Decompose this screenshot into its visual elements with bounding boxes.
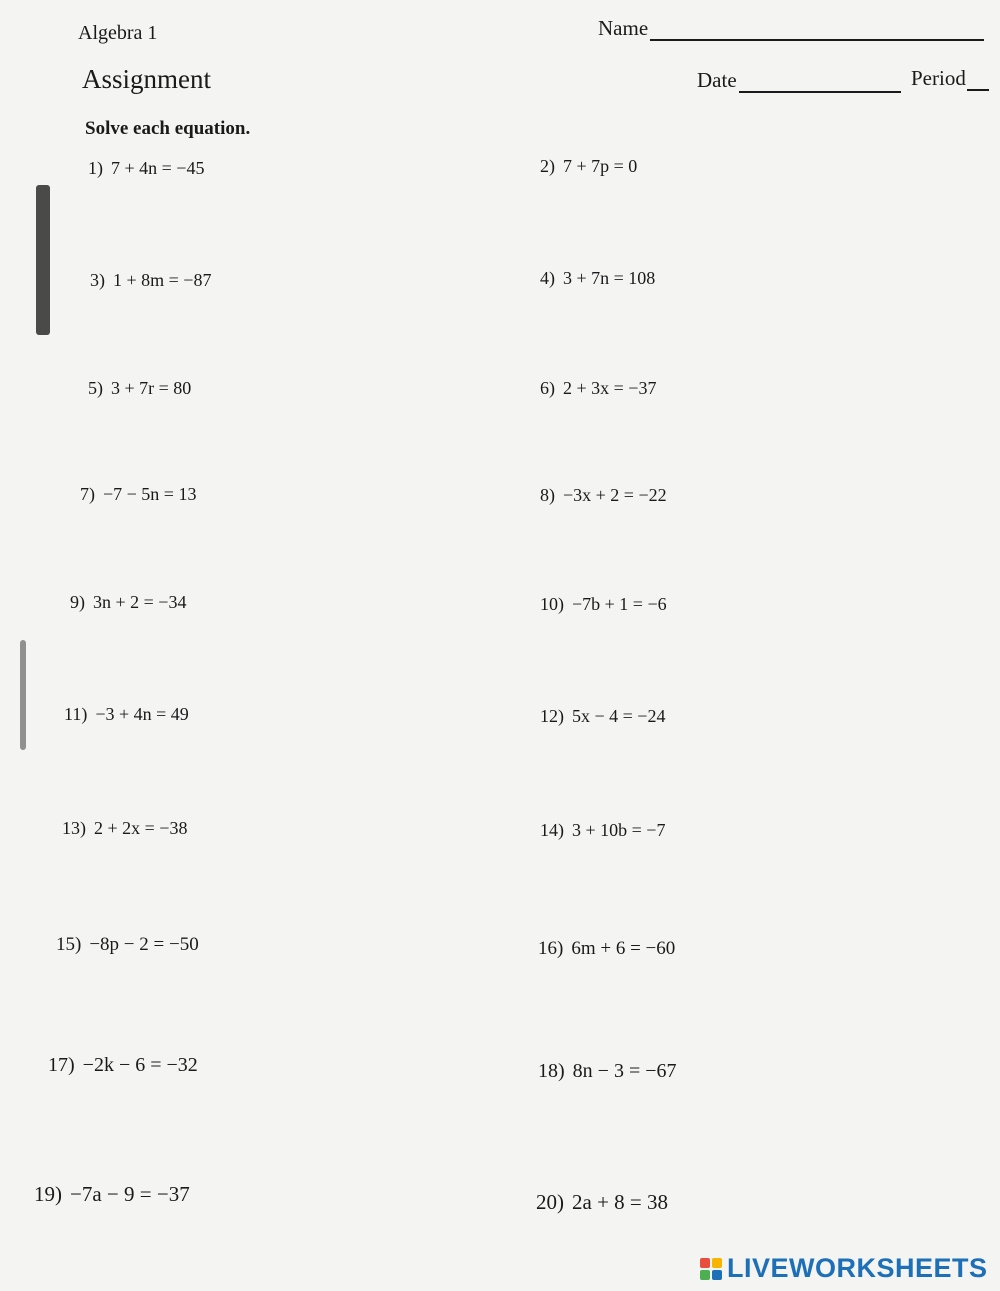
problem-number: 1) bbox=[88, 158, 103, 178]
problem-equation: 1 + 8m = −87 bbox=[113, 270, 212, 290]
problem-number: 20) bbox=[536, 1190, 564, 1214]
problem-item bbox=[88, 158, 204, 179]
problem-equation: −7 − 5n = 13 bbox=[103, 484, 197, 504]
instructions: Solve each equation. bbox=[85, 118, 251, 139]
problem-number: 6) bbox=[540, 378, 555, 398]
problem-item bbox=[536, 1190, 668, 1215]
liveworksheets-logo bbox=[700, 1253, 988, 1284]
problem-item bbox=[538, 1060, 677, 1083]
problem-item bbox=[64, 704, 189, 725]
problem-item bbox=[70, 592, 186, 613]
name-blank[interactable] bbox=[650, 19, 984, 41]
period-label: Period bbox=[911, 66, 966, 90]
problem-equation: 7 + 4n = −45 bbox=[111, 158, 205, 178]
problem-item bbox=[34, 1182, 190, 1207]
problem-equation: 5x − 4 = −24 bbox=[572, 706, 666, 726]
problem-item bbox=[80, 484, 196, 505]
problem-number: 12) bbox=[540, 706, 564, 726]
problem-equation: 3 + 7r = 80 bbox=[111, 378, 192, 398]
problem-equation: 2 + 2x = −38 bbox=[94, 818, 188, 838]
problem-item bbox=[48, 1054, 198, 1077]
problem-item bbox=[540, 706, 665, 727]
problem-item bbox=[540, 485, 667, 506]
period-blank[interactable] bbox=[967, 71, 989, 91]
problem-item bbox=[56, 934, 199, 956]
scan-smudge bbox=[36, 185, 50, 335]
logo-square bbox=[712, 1270, 722, 1280]
problem-item bbox=[540, 156, 637, 177]
problem-number: 11) bbox=[64, 704, 88, 724]
problem-number: 3) bbox=[90, 270, 105, 290]
logo-grid-icon bbox=[700, 1258, 722, 1280]
problem-number: 7) bbox=[80, 484, 95, 504]
problem-number: 15) bbox=[56, 934, 82, 955]
period-field[interactable] bbox=[911, 66, 989, 91]
name-field[interactable] bbox=[598, 16, 984, 41]
problem-item bbox=[540, 594, 667, 615]
problem-equation: −3 + 4n = 49 bbox=[95, 704, 189, 724]
problem-equation: −7b + 1 = −6 bbox=[572, 594, 667, 614]
name-label: Name bbox=[598, 16, 649, 40]
course-name: Algebra 1 bbox=[78, 22, 158, 44]
problem-equation: −3x + 2 = −22 bbox=[563, 485, 667, 505]
problem-equation: −2k − 6 = −32 bbox=[82, 1054, 198, 1076]
problem-item bbox=[540, 268, 655, 289]
problem-number: 19) bbox=[34, 1182, 62, 1206]
problem-number: 10) bbox=[540, 594, 564, 614]
problem-item bbox=[62, 818, 187, 839]
problem-equation: 2 + 3x = −37 bbox=[563, 378, 657, 398]
problem-item bbox=[88, 378, 191, 399]
problem-item bbox=[540, 820, 665, 841]
problem-number: 9) bbox=[70, 592, 85, 612]
problem-equation: 8n − 3 = −67 bbox=[572, 1060, 677, 1082]
problem-equation: 3 + 10b = −7 bbox=[572, 820, 666, 840]
problem-item bbox=[540, 378, 656, 399]
logo-square bbox=[700, 1258, 710, 1268]
logo-square bbox=[712, 1258, 722, 1268]
problem-number: 18) bbox=[538, 1060, 565, 1082]
date-blank[interactable] bbox=[739, 73, 901, 93]
problem-equation: −7a − 9 = −37 bbox=[70, 1182, 190, 1206]
problem-item bbox=[90, 270, 211, 291]
date-field[interactable] bbox=[697, 68, 901, 93]
scan-smudge bbox=[20, 640, 26, 750]
logo-text: LIVEWORKSHEETS bbox=[727, 1253, 988, 1283]
date-label: Date bbox=[697, 68, 737, 92]
logo-square bbox=[700, 1270, 710, 1280]
problem-equation: 2a + 8 = 38 bbox=[572, 1190, 669, 1214]
problem-number: 2) bbox=[540, 156, 555, 176]
problem-equation: 6m + 6 = −60 bbox=[571, 938, 676, 959]
problem-number: 5) bbox=[88, 378, 103, 398]
problem-equation: 3 + 7n = 108 bbox=[563, 268, 656, 288]
problem-equation: −8p − 2 = −50 bbox=[89, 934, 199, 955]
problem-number: 16) bbox=[538, 938, 564, 959]
problem-number: 8) bbox=[540, 485, 555, 505]
problem-number: 4) bbox=[540, 268, 555, 288]
problem-number: 17) bbox=[48, 1054, 75, 1076]
problem-equation: 3n + 2 = −34 bbox=[93, 592, 187, 612]
problem-number: 13) bbox=[62, 818, 86, 838]
problem-number: 14) bbox=[540, 820, 564, 840]
page-title: Assignment bbox=[82, 64, 212, 94]
problem-equation: 7 + 7p = 0 bbox=[563, 156, 638, 176]
problem-item bbox=[538, 938, 675, 960]
